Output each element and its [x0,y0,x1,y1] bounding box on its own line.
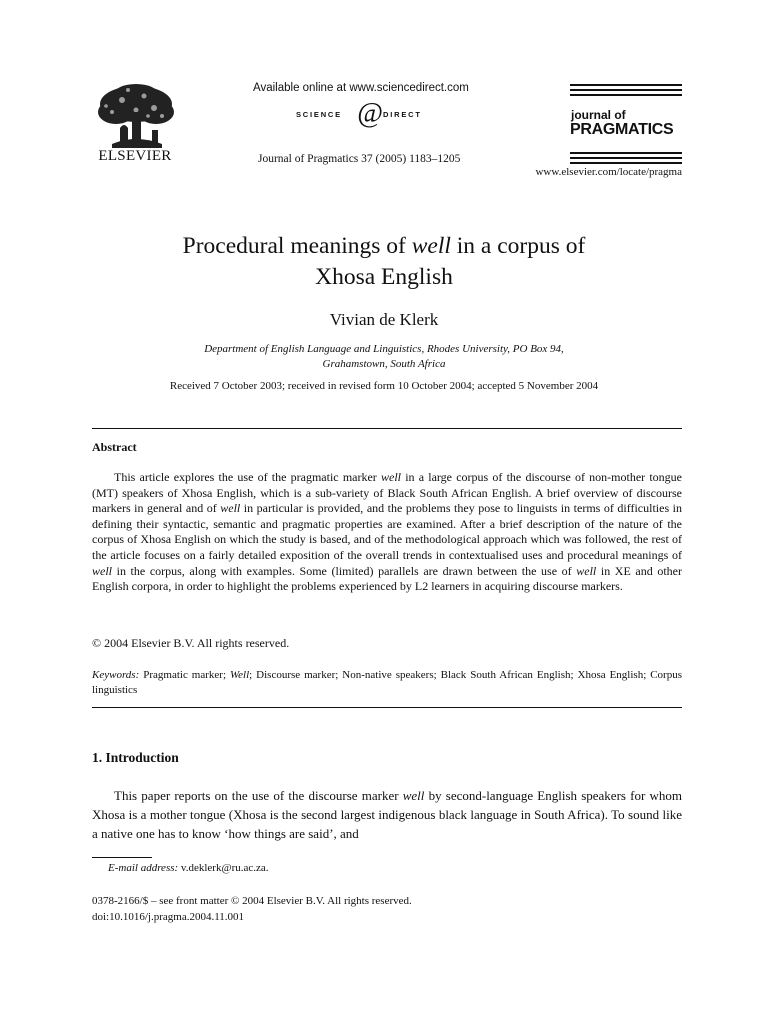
affiliation-line2: Grahamstown, South Africa [322,358,446,370]
abstract-seg: in the corpus, along with examples. Some (limited) parallels are drawn between the use of [112,563,577,578]
keywords [92,668,682,698]
keywords-seg: Pragmatic marker; [139,669,230,681]
section-emphasis: well [402,788,425,803]
abstract-copyright: © 2004 Elsevier B.V. All rights reserved. [92,636,290,650]
section-seg: This paper reports on the use of the discourse marker [114,788,403,803]
received-dates: Received 7 October 2003; received in revised form 10 October 2004; accepted 5 November 2004 [169,380,599,392]
abstract-top-rule [92,428,682,429]
abstract-emphasis: well [576,563,597,578]
abstract-seg: in XE and other English corpora, in order to highlight the problems experienced by L2 learners in acquiring discourse markers. [92,563,682,594]
abstract-text [92,470,682,595]
title-line2: Xhosa English [315,264,453,290]
sciencedirect-logo-direct: DIRECT [383,110,422,119]
svg-text:@: @ [357,98,383,128]
journal-logo-rule [570,89,682,91]
journal-logo-rule [570,162,682,164]
author-affiliation [110,342,658,372]
title-part2: in a corpus of [450,233,586,259]
abstract-seg: in a large corpus of the discourse of non-mother tongue (MT) speakers of Xhosa English, which is a sub-variety of Black South African English. A brief overview of discourse markers in general and of [92,470,682,516]
keywords-emphasis: Well [229,669,250,681]
journal-logo-rule [570,84,682,86]
title-emphasis: well [411,233,451,259]
journal-logo-rule [570,94,682,96]
journal-reference: Journal of Pragmatics 37 (2005) 1183–1205 [258,153,461,165]
author-name: Vivian de Klerk [329,310,439,329]
abstract-emphasis: well [220,501,241,516]
doi-line[interactable]: doi:10.1016/j.pragma.2004.11.001 [92,911,245,923]
journal-url-link[interactable]: www.elsevier.com/locate/pragma [535,166,682,178]
sciencedirect-at-icon [356,98,384,128]
available-online-text: Available online at www.sciencedirect.com [253,82,469,94]
abstract-emphasis: well [381,470,401,484]
publisher-name: ELSEVIER [98,148,172,164]
abstract-emphasis: well [92,563,112,578]
abstract-seg: This article explores the use of the pragmatic marker [114,470,381,484]
journal-logo-rule [570,157,682,159]
article-title [84,231,684,293]
affiliation-line1: Department of English Language and Linguistics, Rhodes University, PO Box 94, [204,343,564,355]
keywords-label: Keywords: [92,669,140,681]
keywords-seg: ; Discourse marker; Non-native speakers; Black South African English; Xhosa English; Corpus linguistics [92,669,682,696]
journal-logo-line1: journal of [571,108,626,122]
section-text [92,786,682,843]
abstract-bottom-rule [92,707,682,708]
abstract-seg: in particular is provided, and the problems they pose to linguists in terms of difficulties in defining their syntactic, semantic and pragmatic properties are examined. After a brief description of the nature of the corpus of Xhosa English on which the study is based, and of the methodological approach which was followed, the rest of the article focuses on a fairly detailed exposition of the overall trends in contextualised uses and procedural meanings of [92,501,682,562]
abstract-heading: Abstract [92,440,137,454]
journal-logo-rule [570,152,682,154]
journal-logo-line2: PRAGMATICS [570,121,674,138]
section-heading: 1. Introduction [92,750,179,765]
footnote-rule [92,857,152,858]
email-address[interactable]: v.deklerk@ru.ac.za. [178,862,269,874]
title-part1: Procedural meanings of [182,233,412,259]
email-footnote [108,862,269,874]
email-label: E-mail address: [108,862,179,874]
section-seg: by second-language English speakers for whom Xhosa is a mother tongue (Xhosa is the second largest indigenous black language in South Africa). To sound like a native one has to know ‘how things are said’, and [92,788,682,841]
sciencedirect-logo-science: SCIENCE [296,110,342,119]
issn-line: 0378-2166/$ – see front matter © 2004 Elsevier B.V. All rights reserved. [92,895,412,907]
